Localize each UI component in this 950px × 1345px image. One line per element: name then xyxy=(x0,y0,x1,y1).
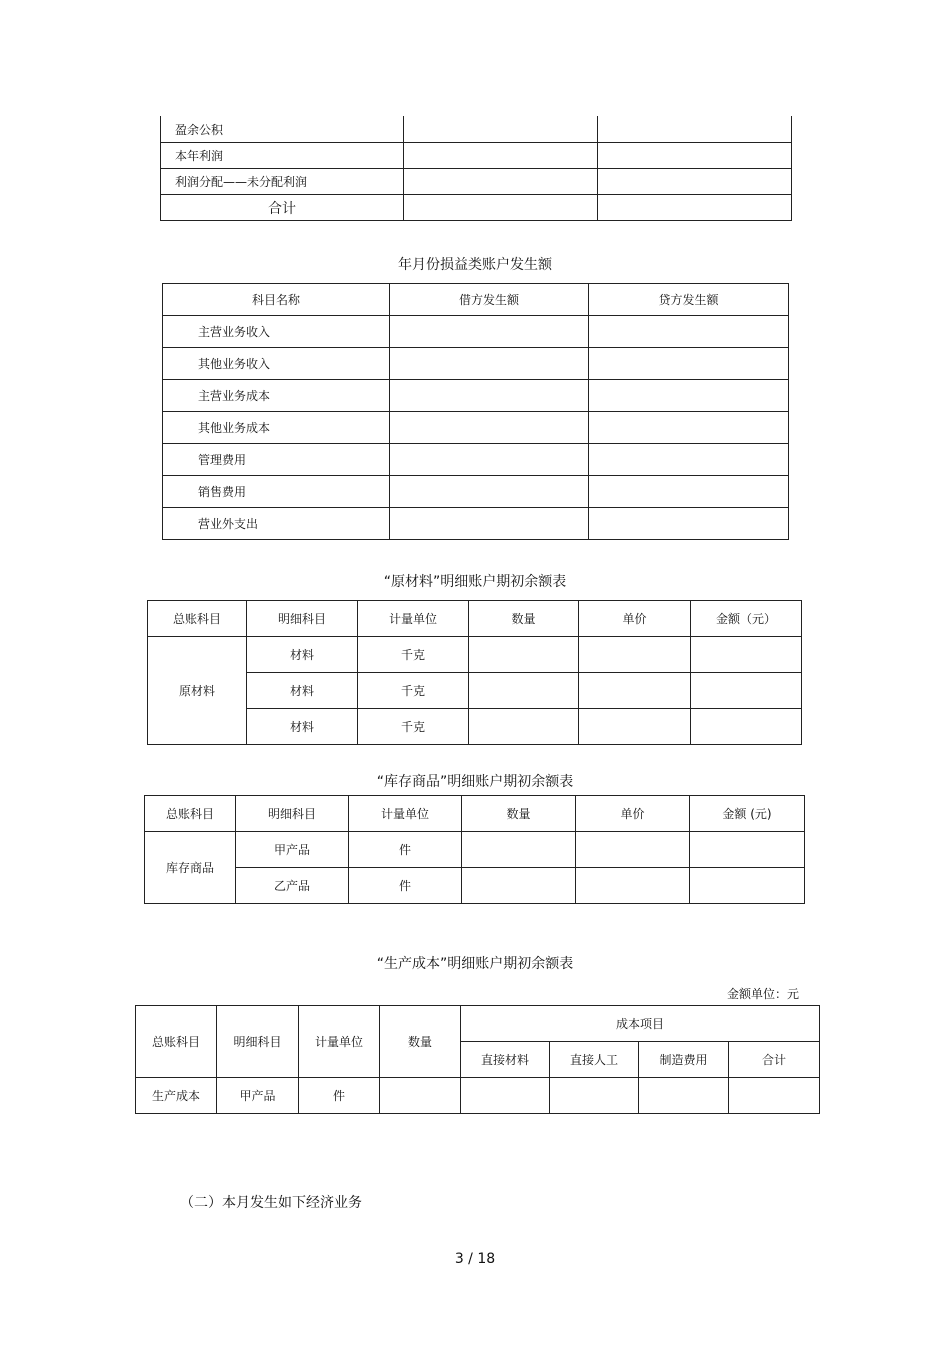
table-row xyxy=(163,348,789,380)
column-header: 数量 xyxy=(462,796,576,832)
row-label: 本年利润 xyxy=(161,143,404,169)
account-cell: 原材料 xyxy=(148,637,247,745)
column-header: 贷方发生额 xyxy=(589,284,789,316)
column-header: 明细科目 xyxy=(217,1006,299,1078)
column-header: 数量 xyxy=(469,601,579,637)
unit-cell: 件 xyxy=(349,868,462,904)
unit-cell: 件 xyxy=(349,832,462,868)
inventory-table-title: “库存商品”明细账户期初余额表 xyxy=(376,774,574,790)
unit-cell: 千克 xyxy=(358,637,469,673)
raw-materials-table xyxy=(147,600,802,745)
total-label: 合计 xyxy=(161,195,404,221)
income-table-title: 年月份损益类账户发生额 xyxy=(398,257,552,273)
table-row xyxy=(163,316,789,348)
raw-materials-table-title: “原材料”明细账户期初余额表 xyxy=(383,574,567,590)
row-label: 利润分配——未分配利润 xyxy=(161,169,404,195)
row-label: 销售费用 xyxy=(163,476,390,508)
column-header: 计量单位 xyxy=(349,796,462,832)
table-header-row xyxy=(148,601,802,637)
column-header: 单价 xyxy=(576,796,690,832)
account-cell: 生产成本 xyxy=(136,1078,217,1114)
equity-balance-table-fragment xyxy=(160,116,792,221)
income-accounts-table xyxy=(162,283,789,540)
detail-cell: 材料 xyxy=(247,673,358,709)
table-row xyxy=(148,673,802,709)
table-row xyxy=(161,169,792,195)
row-label: 管理费用 xyxy=(163,444,390,476)
row-label: 盈余公积 xyxy=(161,116,404,143)
sub-header: 合计 xyxy=(729,1042,820,1078)
unit-cell: 件 xyxy=(299,1078,380,1114)
table-row xyxy=(161,116,792,143)
unit-cell: 千克 xyxy=(358,673,469,709)
account-cell: 库存商品 xyxy=(145,832,236,904)
table-header-row xyxy=(163,284,789,316)
column-header: 计量单位 xyxy=(358,601,469,637)
column-header: 总账科目 xyxy=(145,796,236,832)
inventory-goods-table xyxy=(144,795,805,904)
table-row xyxy=(145,868,805,904)
column-header: 借方发生额 xyxy=(390,284,589,316)
detail-cell: 甲产品 xyxy=(236,832,349,868)
detail-cell: 材料 xyxy=(247,709,358,745)
sub-header: 直接材料 xyxy=(461,1042,550,1078)
sub-header: 制造费用 xyxy=(639,1042,729,1078)
row-label: 营业外支出 xyxy=(163,508,390,540)
group-header: 成本项目 xyxy=(461,1006,820,1042)
page-number: 3 / 18 xyxy=(454,1251,496,1267)
production-cost-table-title: “生产成本”明细账户期初余额表 xyxy=(376,956,574,972)
row-label: 其他业务成本 xyxy=(163,412,390,444)
detail-cell: 甲产品 xyxy=(217,1078,299,1114)
column-header: 金额（元） xyxy=(691,601,802,637)
table-row xyxy=(163,508,789,540)
row-label: 主营业务成本 xyxy=(163,380,390,412)
section-heading: （二）本月发生如下经济业务 xyxy=(180,1195,362,1211)
column-header: 总账科目 xyxy=(148,601,247,637)
table-header-row xyxy=(136,1006,820,1042)
table-row xyxy=(163,380,789,412)
table-row xyxy=(145,832,805,868)
table-row xyxy=(148,637,802,673)
table-row xyxy=(163,476,789,508)
column-header: 数量 xyxy=(380,1006,461,1078)
column-header: 总账科目 xyxy=(136,1006,217,1078)
table-header-row xyxy=(145,796,805,832)
table-row xyxy=(136,1078,820,1114)
column-header: 单价 xyxy=(579,601,691,637)
detail-cell: 乙产品 xyxy=(236,868,349,904)
column-header: 明细科目 xyxy=(236,796,349,832)
column-header: 金额 (元) xyxy=(690,796,805,832)
total-row xyxy=(161,195,792,221)
table-row xyxy=(148,709,802,745)
amount-unit-note: 金额单位：元 xyxy=(726,987,799,1001)
detail-cell: 材料 xyxy=(247,637,358,673)
sub-header: 直接人工 xyxy=(550,1042,639,1078)
table-row xyxy=(163,412,789,444)
row-label: 主营业务收入 xyxy=(163,316,390,348)
column-header: 科目名称 xyxy=(163,284,390,316)
column-header: 明细科目 xyxy=(247,601,358,637)
column-header: 计量单位 xyxy=(299,1006,380,1078)
row-label: 其他业务收入 xyxy=(163,348,390,380)
production-cost-table xyxy=(135,1005,820,1114)
table-row xyxy=(163,444,789,476)
table-row xyxy=(161,143,792,169)
unit-cell: 千克 xyxy=(358,709,469,745)
